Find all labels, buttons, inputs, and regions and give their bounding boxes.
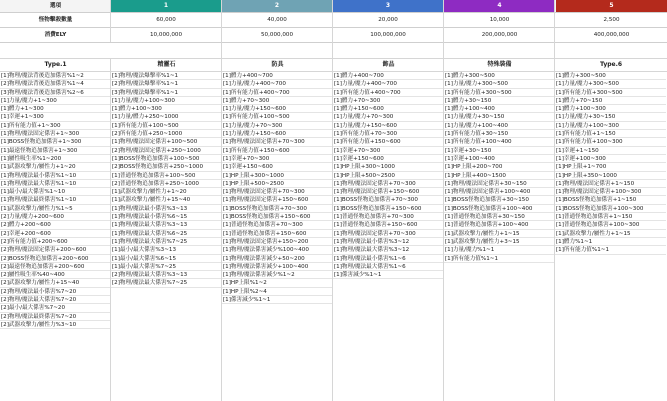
- table-cell: [1]物理/魔法最小係害%1~10: [0, 172, 110, 180]
- table-cell: [1]所有能力值+1~300: [0, 122, 110, 130]
- table-cell: [1]普通怪物追加係害+70~300: [333, 213, 443, 221]
- table-cell: [1]HP上限+1~700: [555, 163, 666, 171]
- table-cell: [1]物理/魔法固定係害+30~150: [444, 180, 554, 188]
- table-cell: [1]物理/魔法背後造加係害%1~2: [0, 72, 110, 80]
- table-cell: [1]HP上限+300~1000: [222, 172, 332, 180]
- tier-1-ely: 10,000,000: [149, 32, 183, 38]
- table-cell: [1]體力+100~400: [444, 105, 554, 113]
- grid-line: [0, 71, 667, 72]
- table-cell: [1]所有能力值+150~600: [333, 138, 443, 146]
- table-cell: [1]體力+70~150: [555, 97, 666, 105]
- tier-2-kills: 40,000: [267, 17, 287, 23]
- column-type1: [0, 72, 110, 329]
- table-cell: [3]物理/魔法背後造加係害%2~6: [0, 89, 110, 97]
- table-cell: [1]武器攻擊力/屬性力+15~40: [111, 196, 221, 204]
- table-cell: [1]力量/魔力+400~700: [222, 80, 332, 88]
- table-cell: [1]所有能力值+70~300: [333, 130, 443, 138]
- table-cell: [1]BOSS怪物追加係害+70~300: [333, 196, 443, 204]
- table-cell: [1]幸運+100~300: [555, 155, 666, 163]
- table-cell: [2]物理/魔法最終係害%7~20: [0, 313, 110, 321]
- column-header-accessory: 飾品: [382, 61, 395, 68]
- table-cell: [1]BOSS怪物追加係害+100~300: [555, 205, 666, 213]
- tier-1-number: 1: [163, 2, 169, 9]
- table-cell: [1]武器攻擊力/屬性力+1~15: [555, 230, 666, 238]
- table-cell: [1]所有能力值+150~600: [222, 147, 332, 155]
- table-cell: [1]HP上限+200~700: [444, 163, 554, 171]
- table-cell: [1]武器攻擊力/屬性力+1~20: [111, 188, 221, 196]
- ely-label: 消費ELY: [44, 32, 67, 38]
- table-cell: [2]體力+200~600: [0, 221, 110, 229]
- table-cell: [1]物理/魔法固定係害+150~200: [222, 238, 332, 246]
- column-accessory: [333, 72, 443, 279]
- table-cell: [1]物理/魔法固定係害+70~300: [333, 180, 443, 188]
- table-cell: [1]物理/魔法最大係害%1~6: [333, 263, 443, 271]
- header-row-kills: [0, 13, 667, 28]
- table-cell: [1]幸運+150~600: [222, 163, 332, 171]
- table-cell: [1]物理/魔法最大係害%1~10: [0, 180, 110, 188]
- table-cell: [1]HP上限+500~2500: [333, 172, 443, 180]
- table-cell: [1]體力+100~300: [111, 105, 221, 113]
- tier-1-header: [111, 0, 221, 12]
- table-cell: [1]物理/魔法固定係害+150~600: [222, 196, 332, 204]
- table-cell: [1]HP上限+500~2500: [222, 180, 332, 188]
- table-cell: [1]BOSS怪物追加係害+30~150: [444, 196, 554, 204]
- table-cell: [1]力量/魔力+1~300: [0, 97, 110, 105]
- table-cell: [1]物理/魔法最小係害%1~6: [333, 255, 443, 263]
- table-cell: [1]物理/魔法固定係害+100~300: [555, 188, 666, 196]
- table-cell: [1]物理/魔法固定係害+70~300: [222, 188, 332, 196]
- table-cell: [1]物理/魔法最大係害%6~25: [111, 230, 221, 238]
- column-special-equipment: [444, 72, 554, 263]
- table-cell: [2]物理/魔法背後造加係害%1~4: [0, 80, 110, 88]
- table-cell: [1]體力+300~500: [444, 72, 554, 80]
- table-cell: [1]力量/魔力+150~600: [333, 122, 443, 130]
- table-cell: [1]係害減少%1~1: [333, 271, 443, 279]
- table-cell: [1]幸運+70~300: [222, 155, 332, 163]
- table-cell: [1]所有能力值+100~500: [111, 122, 221, 130]
- table-cell: [1]體力+300~500: [555, 72, 666, 80]
- table-cell: [1]所有能力值+300~500: [555, 89, 666, 97]
- table-cell: [2]幸運+200~600: [0, 230, 110, 238]
- table-cell: [2]物理/魔法最大係害%7~20: [0, 296, 110, 304]
- column-header-type1: Type.1: [44, 61, 67, 68]
- table-cell: [1]所有能力值+1~150: [555, 130, 666, 138]
- table-cell: [1]體力+30~150: [444, 97, 554, 105]
- table-cell: [1]普通怪物追加係害+100~500: [111, 172, 221, 180]
- table-cell: [3]物理/魔法爆擊率%1~1: [111, 89, 221, 97]
- tier-4-ely: 200,000,000: [481, 32, 518, 38]
- table-cell: [1]物理/魔法固定係害+100~400: [444, 188, 554, 196]
- tier-4-header: [444, 0, 555, 12]
- table-cell: [1]物理/魔法係害減少+100~400: [222, 263, 332, 271]
- header-row-ely: [0, 28, 667, 43]
- table-cell: [1]體力+150~600: [333, 105, 443, 113]
- table-cell: [1]體力+400~700: [222, 72, 332, 80]
- table-cell: [1]力量/魔力+100~300: [111, 97, 221, 105]
- tier-1-kills: 60,000: [156, 17, 176, 23]
- table-cell: [1]所有能力值+100~300: [555, 138, 666, 146]
- table-cell: [1]力量/魔力+300~500: [555, 80, 666, 88]
- table-cell: [1]最小/最大係害%6~15: [111, 255, 221, 263]
- table-cell: [1]BOSS怪物追加係害+70~300: [222, 205, 332, 213]
- grid-line: [332, 0, 333, 401]
- table-cell: [1]力量/魔力+100~300: [555, 122, 666, 130]
- table-cell: [1]所有能力值+300~500: [444, 89, 554, 97]
- table-cell: [1]幸運+30~150: [444, 147, 554, 155]
- table-cell: [1]力量/魔力+400~700: [333, 80, 443, 88]
- table-cell: [1]力量/魔力+300~500: [444, 80, 554, 88]
- table-cell: [1]最遠怪物追加係害+1~300: [0, 147, 110, 155]
- table-cell: [1]物理/魔法最小係害%6~15: [111, 213, 221, 221]
- table-cell: [2]普通怪物追加係害+250~1000: [111, 180, 221, 188]
- table-cell: [1]BOSS怪物追加係害+150~600: [333, 205, 443, 213]
- table-cell: [1]HP上限+300~1000: [333, 163, 443, 171]
- table-cell: [2]物理/魔法爆擊率%1~1: [111, 80, 221, 88]
- table-cell: [1]普通怪物追加係害+150~600: [333, 221, 443, 229]
- table-cell: [1]普通怪物追加係害+100~400: [444, 221, 554, 229]
- table-cell: [1]HP上限+350~1000: [555, 172, 666, 180]
- table-cell: [1]物理/魔法最小係害%3~12: [333, 238, 443, 246]
- table-cell: [1]屬性吸生率%1~200: [0, 155, 110, 163]
- table-cell: [2]物理/魔法固定係害+200~600: [0, 246, 110, 254]
- table-cell: [1]物理/魔法最小係害%3~13: [111, 205, 221, 213]
- table-cell: [1]力量/魔力+30~150: [555, 113, 666, 121]
- table-cell: [1]物理/魔法最大係害%7~25: [111, 238, 221, 246]
- tier-2-number: 2: [274, 2, 280, 9]
- table-cell: [1]所有能力值+400~700: [333, 89, 443, 97]
- column-armor: [222, 72, 332, 304]
- column-spirit-stone: [111, 72, 221, 288]
- table-cell: [2]BOSS怪物追加係害+250~1000: [111, 163, 221, 171]
- table-cell: [1]普通怪物追加係害+100~300: [555, 221, 666, 229]
- table-cell: [1]所有能力值+100~500: [222, 113, 332, 121]
- tier-4-number: 4: [497, 2, 502, 9]
- table-cell: [2]屬性吸生率%40~400: [0, 271, 110, 279]
- table-cell: [1]物理/魔法固定係害+70~300: [333, 230, 443, 238]
- table-cell: [1]HP上限%1~2: [222, 279, 332, 287]
- table-cell: [1]物理/魔法固定係害+100~500: [111, 138, 221, 146]
- table-cell: [2]最小/最大係害%7~20: [0, 304, 110, 312]
- table-cell: [1]所有能力值%1~1: [555, 246, 666, 254]
- tier-5-ely: 400,000,000: [593, 32, 630, 38]
- table-cell: [2]物理/魔法最大係害%3~13: [111, 271, 221, 279]
- table-cell: [1]物理/魔法固定係害+1~150: [555, 180, 666, 188]
- table-cell: [2]最遠怪物追加係害+200~600: [0, 263, 110, 271]
- tier-3-kills: 20,000: [378, 17, 398, 23]
- table-cell: [1]力量/魔力+30~150: [444, 113, 554, 121]
- table-cell: [2]物理/魔法固定係害+250~1000: [111, 147, 221, 155]
- grid-line: [554, 0, 555, 401]
- table-cell: [1]武器攻擊力/屬性力%1~5: [0, 205, 110, 213]
- table-cell: [1]幸運+1~150: [555, 147, 666, 155]
- grid-line: [0, 58, 667, 59]
- table-cell: [2]所有能力值+200~600: [0, 238, 110, 246]
- table-cell: [1]幸運+70~300: [333, 147, 443, 155]
- table-cell: [1]普通怪物追加係害+30~150: [444, 213, 554, 221]
- tier-2-header: [222, 0, 332, 12]
- table-cell: [1]BOSS怪物追加係害+100~400: [444, 205, 554, 213]
- tier-2-ely: 50,000,000: [260, 32, 294, 38]
- column-header-spirit-stone: 精靈石: [157, 61, 176, 68]
- table-cell: [1]所有能力值+400~700: [222, 89, 332, 97]
- table-cell: [1]物理/魔法固定係害+70~300: [222, 138, 332, 146]
- table-cell: [1]BOSS怪物追加係害+1~300: [0, 138, 110, 146]
- tier-5-header: [556, 0, 667, 12]
- table-cell: [1]力量/魔力+100~400: [444, 122, 554, 130]
- table-cell: [1]最小/最大係害%3~13: [111, 246, 221, 254]
- table-cell: [1]力量/魔力+150~600: [222, 130, 332, 138]
- table-cell: [1]體力+70~300: [222, 97, 332, 105]
- table-cell: [2]物理/魔法最小係害%7~20: [0, 288, 110, 296]
- table-cell: [1]普通怪物追加係害+1~150: [555, 213, 666, 221]
- table-cell: [1]係害減少%1~1: [222, 296, 332, 304]
- table-cell: [1]體力+70~300: [333, 97, 443, 105]
- table-cell: [2]所有能力值+250~1000: [111, 130, 221, 138]
- table-cell: [1]物理/魔法最終係害%1~10: [0, 196, 110, 204]
- table-cell: [1]所有能力值+100~400: [444, 138, 554, 146]
- table-cell: [1]物理/魔法係害減少%1~2: [222, 271, 332, 279]
- table-cell: [1]最小/最大係害%7~25: [111, 263, 221, 271]
- table-cell: [1]BOSS怪物追加係害+100~500: [111, 155, 221, 163]
- table-cell: [1]武器攻擊力/屬性力+1~20: [0, 163, 110, 171]
- options-label: 選項: [49, 3, 62, 9]
- table-cell: [1]幸運+1~300: [0, 113, 110, 121]
- tier-3-ely: 100,000,000: [370, 32, 406, 38]
- table-cell: [1]體力+100~300: [555, 105, 666, 113]
- column-header-special-equipment: 特殊裝備: [487, 61, 512, 68]
- table-cell: [1]HP上限%2~4: [222, 288, 332, 296]
- grid-line: [110, 58, 111, 401]
- kills-label: 怪物擊殺數量: [38, 17, 73, 23]
- grid-line: [110, 0, 111, 42]
- table-cell: [1]物理/魔法係害減少%100~400: [222, 246, 332, 254]
- table-cell: [1]最小/最大係害%1~10: [0, 188, 110, 196]
- table-cell: [1]普通怪物追加係害+150~600: [222, 230, 332, 238]
- table-cell: [1]所有能力值+30~150: [444, 130, 554, 138]
- table-cell: [2]武器攻擊力/屬性力+15~40: [0, 279, 110, 287]
- table-cell: [1]力量/體力+250~1000: [111, 113, 221, 121]
- grid-line: [221, 0, 222, 401]
- table-cell: [1]物理/魔法最大係害%3~12: [333, 246, 443, 254]
- table-cell: [2]BOSS怪物追加係害+200~600: [0, 255, 110, 263]
- tier-5-kills: 2,500: [603, 17, 620, 23]
- table-cell: [1]物理/魔法爆擊率%1~1: [111, 72, 221, 80]
- table-cell: [1]物理/魔法固定係害+1~300: [0, 130, 110, 138]
- tier-5-number: 5: [609, 2, 614, 9]
- table-cell: [1]幸運+100~400: [444, 155, 554, 163]
- table-cell: [1]力量/魔力+70~300: [333, 113, 443, 121]
- table-cell: [1]幸運+150~600: [333, 155, 443, 163]
- table-cell: [1]力量/魔力+70~300: [222, 122, 332, 130]
- table-cell: [1]體力+400~700: [333, 72, 443, 80]
- table-cell: [1]所有能力值%1~1: [444, 255, 554, 263]
- table-cell: [1]物理/魔法最大係害%3~13: [111, 221, 221, 229]
- table-cell: [1]普通怪物追加係害+70~300: [222, 221, 332, 229]
- table-cell: [1]HP上限+400~1500: [444, 172, 554, 180]
- table-cell: [2]力量/魔力+200~600: [0, 213, 110, 221]
- column-header-type6: Type.6: [599, 61, 623, 68]
- tier-3-header: [333, 0, 443, 12]
- table-cell: [1]力量/魔力%1~1: [444, 246, 554, 254]
- table-cell: [1]武器攻擊力/屬性力+3~15: [444, 238, 554, 246]
- tier-4-kills: 10,000: [489, 17, 510, 23]
- grid-line: [443, 0, 444, 401]
- table-cell: [1]力量/魔力+150~600: [222, 105, 332, 113]
- table-cell: [1]BOSS怪物追加係害+150~600: [222, 213, 332, 221]
- table-cell: [1]體力%1~1: [555, 238, 666, 246]
- table-cell: [1]體力+1~300: [0, 105, 110, 113]
- table-cell: [1]物理/魔法係害減少+50~200: [222, 255, 332, 263]
- table-cell: [1]物理/魔法固定係害+150~600: [333, 188, 443, 196]
- table-cell: [2]武器攻擊力/屬性力%3~10: [0, 321, 110, 329]
- tier-3-number: 3: [385, 2, 391, 9]
- column-type6: [555, 72, 666, 255]
- table-cell: [2]物理/魔法最大係害%7~25: [111, 279, 221, 287]
- table-cell: [1]武器攻擊力/屬性力+1~15: [444, 230, 554, 238]
- column-header-armor: 防具: [271, 61, 284, 68]
- table-cell: [1]BOSS怪物追加係害+1~150: [555, 196, 666, 204]
